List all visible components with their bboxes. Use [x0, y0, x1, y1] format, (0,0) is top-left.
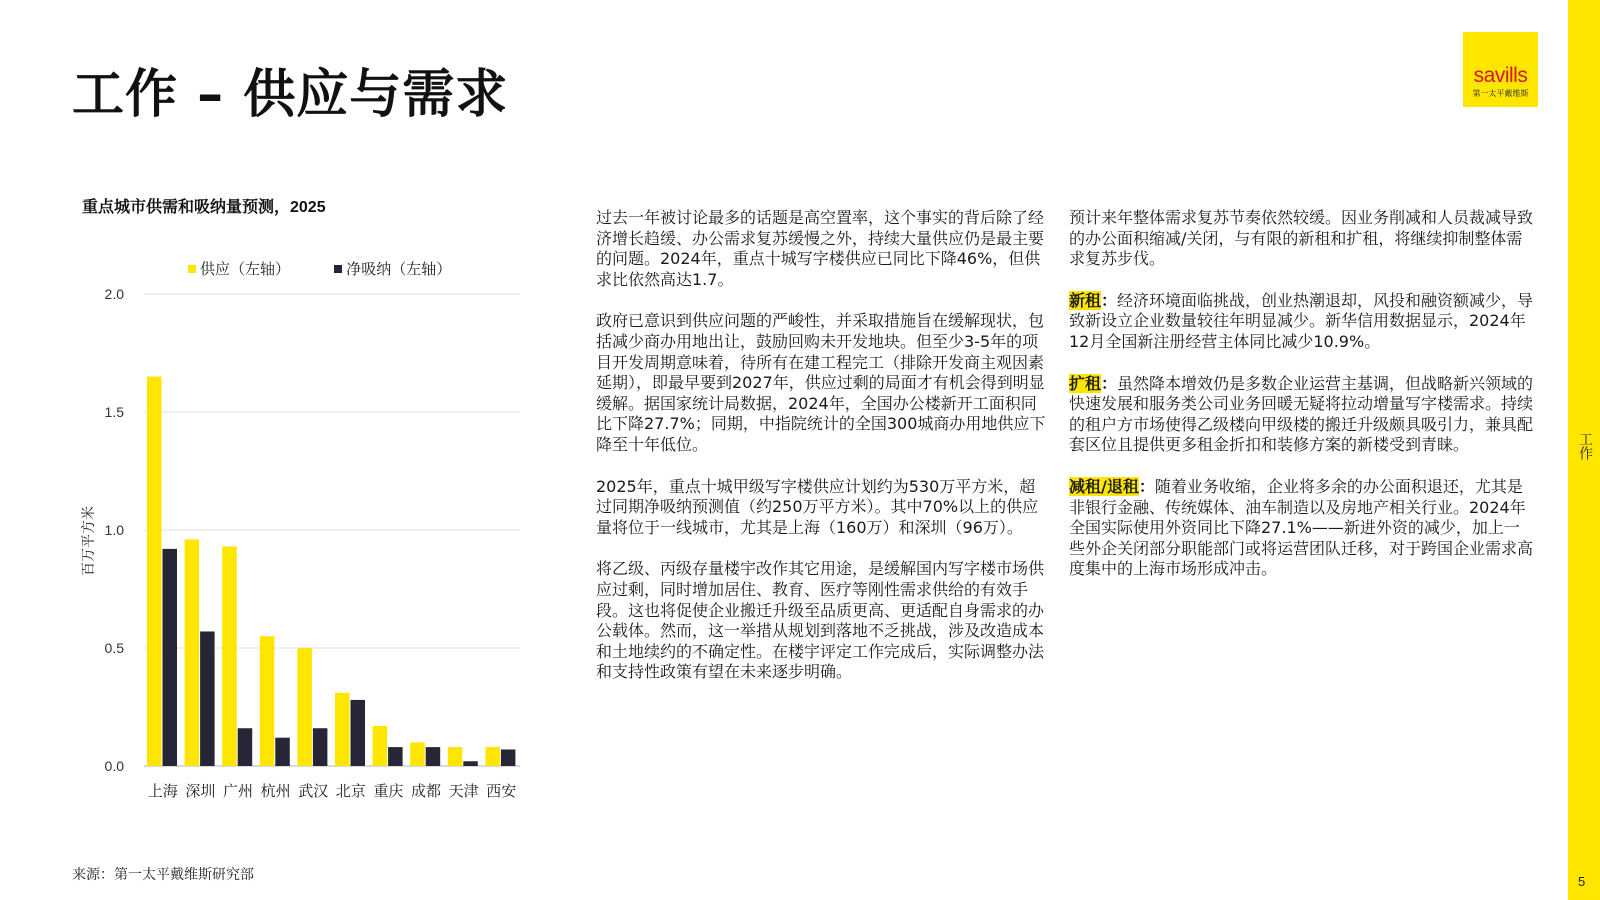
y-tick-label: 2.0: [104, 286, 124, 302]
x-tick-label: 深圳: [185, 782, 216, 800]
x-tick-label: 杭州: [260, 782, 291, 800]
x-tick-label: 重庆: [373, 782, 404, 800]
keyword-expansion: 扩租: [1069, 373, 1102, 393]
bar-supply: [448, 747, 463, 766]
paragraph-repurposing: 将乙级、丙级存量楼宇改作其它用途，是缓解国内写字楼市场供应过剩，同时增加居住、教育、医疗等刚性需求供给的有效手段。这也将促使企业搬迁升级至品质更高、更适配自身需求的办公载体。然而，这一举措从规划到落地不乏挑战，涉及改造成本和土地续约的不确定性。在楼宇评定工作完成后，实际调整办法和支持性政策有望在未来逐步明确。: [596, 559, 1045, 682]
paragraph-downsizing: [1069, 477, 1535, 580]
paragraph-demand-outlook: 预计来年整体需求复苏节奏依然较缓。因业务削减和人员裁减导致的办公面积缩减/关闭，与有限的新租和扩租，将继续抑制整体需求复苏步伐。: [1069, 208, 1534, 269]
logo-sub-text: 第一太平戴维斯: [1472, 89, 1529, 98]
text-column-right: [1069, 208, 1535, 601]
x-tick-label: 上海: [147, 782, 178, 800]
paragraph-new-lease: [1069, 291, 1535, 353]
source-note: 来源：第一太平戴维斯研究部: [72, 866, 254, 882]
bar-supply: [410, 742, 425, 766]
bar-absorption: [351, 700, 366, 766]
bar-absorption: [426, 747, 441, 766]
chart-title: 重点城市供需和吸纳量预测，2025: [82, 199, 326, 216]
bar-absorption: [275, 738, 290, 766]
savills-logo: [1463, 32, 1538, 107]
bar-supply: [485, 747, 500, 766]
new-lease-body: 经济环境面临挑战，创业热潮退却，风投和融资额减少，导致新设立企业数量较往年明显减少。新华信用数据显示，2024年12月全国新注册经营主体同比减少10.9%。: [1069, 290, 1534, 351]
bar-supply: [260, 636, 275, 766]
legend-label-absorption: 净吸纳（左轴）: [346, 261, 452, 278]
bar-absorption: [200, 631, 215, 766]
page-number: 5: [1578, 874, 1586, 889]
bar-absorption: [388, 747, 403, 766]
paragraph-expansion: [1069, 374, 1535, 456]
y-tick-label: 0.5: [104, 640, 124, 656]
y-axis-label: 百万平方米: [81, 506, 97, 576]
x-tick-label: 广州: [222, 782, 254, 800]
page-title: 工作 – 供应与需求: [72, 65, 509, 125]
bar-absorption: [163, 549, 178, 766]
keyword-new-lease: 新租: [1069, 290, 1102, 310]
x-tick-label: 天津: [448, 782, 479, 800]
paragraph-government-measures: 政府已意识到供应问题的严峻性，并采取措施旨在缓解现状，包括减少商办用地出让，鼓励回购未开发地块。但至少3-5年的项目开发周期意味着，待所有在建工程完工（排除开发商主观因素延期），即最早要到2027年，供应过剩的局面才有机会得到明显缓解。据国家统计局数据，2024年，全国办公楼新开工面积同比下降27.7%；同期，中指院统计的全国300城商办用地供应下降至十年低位。: [596, 311, 1046, 454]
bar-chart: [0, 0, 560, 820]
text-column-left: [596, 208, 1048, 704]
keyword-colon: ：: [1138, 476, 1155, 496]
downsizing-body: 随着业务收缩，企业将多余的办公面积退还，尤其是非银行金融、传统媒体、油车制造以及房地产相关行业。2024年全国实际使用外资同比下降27.1%——新进外资的减少，加上一些外企关闭部分职能部门或将运营团队迁移，对于跨国企业需求高度集中的上海市场形成冲击。: [1069, 476, 1534, 579]
bar-supply: [185, 539, 200, 766]
bar-supply: [373, 726, 388, 766]
paragraph-high-vacancy: 过去一年被讨论最多的话题是高空置率，这个事实的背后除了经济增长趋缓、办公需求复苏缓慢之外，持续大量供应仍是最主要的问题。2024年，重点十城写字楼供应已同比下降46%，但供求比依然高达1.7。: [596, 208, 1045, 289]
bar-supply: [147, 377, 162, 766]
bar-supply: [222, 547, 237, 766]
keyword-colon: ：: [1101, 373, 1118, 393]
bar-absorption: [463, 761, 478, 766]
bar-supply: [335, 693, 350, 766]
legend-label-supply: 供应（左轴）: [200, 261, 291, 278]
x-tick-label: 北京: [335, 782, 366, 800]
bar-supply: [297, 648, 312, 766]
paragraph-2025-supply: 2025年，重点十城甲级写字楼供应计划约为530万平方米，超过同期净吸纳预测值（约250万平方米）。其中70%以上的供应量将位于一线城市，尤其是上海（160万）和深圳（96万）。: [596, 476, 1039, 537]
keyword-colon: ：: [1101, 290, 1118, 310]
y-tick-label: 1.0: [104, 522, 124, 538]
bar-absorption: [238, 728, 253, 766]
x-tick-label: 成都: [410, 782, 442, 800]
y-tick-label: 1.5: [104, 404, 124, 420]
bar-absorption: [501, 749, 516, 766]
x-tick-label: 西安: [486, 782, 517, 800]
expansion-body: 虽然降本增效仍是多数企业运营主基调，但战略新兴领域的快速发展和服务类公司业务回暖无疑将拉动增量写字楼需求。持续的租户方市场使得乙级楼向甲级楼的搬迁升级颇具吸引力，兼具配套区位且提供更多租金折扣和装修方案的新楼受到青睐。: [1069, 373, 1534, 455]
keyword-downsizing: 减租/退租: [1069, 476, 1139, 496]
logo-brand-text: savills: [1473, 64, 1528, 87]
y-tick-label: 0.0: [104, 758, 124, 774]
section-side-label: 工作: [1578, 432, 1594, 460]
bar-absorption: [313, 728, 328, 766]
x-tick-label: 武汉: [298, 782, 329, 800]
